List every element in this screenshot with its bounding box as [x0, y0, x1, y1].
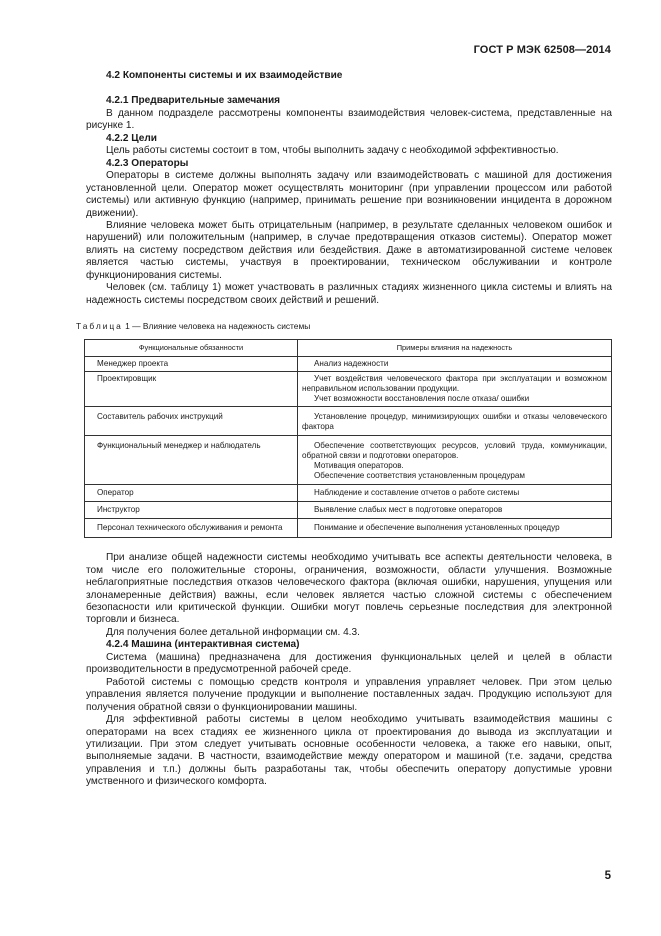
table-row	[85, 372, 612, 407]
section-title: 4.2 Компоненты системы и их взаимодействие	[106, 70, 343, 81]
table-cell-examples	[298, 436, 612, 485]
table-cell-role: Оператор	[85, 485, 298, 502]
table-cell-line: Учет возможности восстановления после отказа/ ошибки	[314, 394, 530, 404]
table-cell-line: Выявление слабых мест в подготовке операторов	[314, 505, 503, 515]
paragraph: Система (машина) предназначена для достижения функциональных целей и целей в области производительности в предусмотренной рабочей среде.	[86, 651, 612, 676]
table-header-cell-examples: Примеры влияния на надежность	[298, 340, 612, 357]
table-cell-role: Менеджер проекта	[85, 357, 298, 372]
table-cell-examples	[298, 519, 612, 538]
paragraph: Человек (см. таблицу 1) может участвовать в различных стадиях жизненного цикла системы и влиять на надежность системы посредством своих действий и решений.	[86, 282, 612, 306]
table-cell-line: Понимание и обеспечение выполнения установленных процедур	[314, 523, 560, 533]
page-number: 5	[604, 870, 611, 882]
table-header-cell-roles: Функциональные обязанности	[85, 340, 298, 357]
table-cell-line: Анализ надежности	[314, 359, 389, 369]
paragraph: Работой системы с помощью средств контроля и управления управляет человек. При этом целью управления является получение продукции и выполнение поставленных задач. Продукцию используют для получения обратной связи о функционировании машины.	[86, 676, 612, 713]
spacer	[86, 538, 612, 552]
table-caption-label: Таблица	[76, 321, 123, 332]
paragraph: Для эффективной работы системы в целом необходимо учитывать взаимодействия машины с операторами на всех стадиях ее жизненного цикла от проектирования до вывода из эксплуатации и утилизации. При этом следует учитывать основные особенности человека, а также его навыки, опыт, выполняемые задачи. В частности, взаимодействие между оператором и машиной (т.е. задачи, средства управления и т.п.) должны быть разработаны так, чтобы обеспечить оператору допустимые уровни умственного и физического комфорта.	[86, 714, 612, 788]
table-row	[85, 407, 612, 436]
table-cell-role: Составитель рабочих инструкций	[85, 407, 298, 436]
table-row	[85, 502, 612, 519]
paragraph: В данном подразделе рассмотрены компоненты взаимодействия человек-система, представленные на рисунке 1.	[86, 107, 612, 132]
paragraph: При анализе общей надежности системы необходимо учитывать все аспекты деятельности человека, в том числе его положительные стороны, ограничения, возможности, области улучшения. Возможные неблагоприятные последствия отказов человеческого фактора (включая ошибки, нарушения, упущения или злонамеренные действия) важны, если человек является частью сложной системы с обеспечением безопасности или критической функции. Ошибки могут повлечь серьезные последствия для электронной торговли и бизнеса.	[86, 552, 612, 626]
table-cell-line: Установление процедур, минимизирующих ошибки и отказы человеческого фактора	[302, 412, 607, 432]
table-cell-role: Функциональный менеджер и наблюдатель	[85, 436, 298, 485]
table-row	[85, 519, 612, 538]
document-header: ГОСТ Р МЭК 62508—2014	[473, 44, 611, 56]
subsection-4-2-2-title: 4.2.2 Цели	[106, 132, 157, 144]
table-cell-examples	[298, 407, 612, 436]
table-row	[85, 436, 612, 485]
table-row	[85, 485, 612, 502]
table-cell-line: Учет воздействия человеческого фактора при эксплуатации и возможном неправильном использовании продукции.	[302, 374, 607, 394]
paragraph: Операторы в системе должны выполнять задачу или взаимодействовать с машиной для достижения установленной цели. Оператор может осуществлять мониторинг (при управлении процессом или работой системы) или активную функцию (например, принимать решение при возникновении инцидента в дорожном движении).	[86, 170, 612, 219]
subsection-4-2-3-title: 4.2.3 Операторы	[106, 157, 189, 169]
paragraph: Цель работы системы состоит в том, чтобы выполнить задачу с необходимой эффективностью.	[106, 145, 559, 157]
page-content	[76, 70, 612, 789]
table-cell-line: Мотивация операторов.	[314, 461, 404, 471]
table-cell-examples	[298, 502, 612, 519]
table-row	[85, 357, 612, 372]
table-cell-role: Проектировщик	[85, 372, 298, 407]
paragraph: Влияние человека может быть отрицательным (например, в результате сделанных человеком ошибок и нарушений) или положительным (например, в случае предотвращения отказов системы). Оператор может влиять на систему посредством действия или бездействия. Даже в автоматизированной системе человек является частью системы, участвуя в проектировании, техническом обслуживании и контроле функционирования системы.	[86, 219, 612, 281]
subsection-4-2-4-title: 4.2.4 Машина (интерактивная система)	[106, 639, 300, 651]
subsection-4-2-1-title: 4.2.1 Предварительные замечания	[106, 95, 281, 107]
table-cell-role: Инструктор	[85, 502, 298, 519]
table-cell-examples	[298, 357, 612, 372]
table-cell-line: Наблюдение и составление отчетов о работе системы	[314, 488, 520, 498]
table-cell-role: Персонал технического обслуживания и ремонта	[85, 519, 298, 538]
table-header-row	[85, 340, 612, 357]
paragraph: Для получения более детальной информации см. 4.3.	[106, 626, 360, 638]
table-cell-line: Обеспечение соответствующих ресурсов, условий труда, коммуникации, обратной связи и подготовки операторов.	[302, 441, 607, 461]
table-caption	[76, 321, 612, 332]
table-cell-line: Обеспечение соответствия установленным процедурам	[314, 471, 525, 481]
table-cell-examples	[298, 485, 612, 502]
table-cell-examples	[298, 372, 612, 407]
reliability-table	[84, 339, 612, 538]
table-caption-text: 1 — Влияние человека на надежность системы	[125, 321, 311, 332]
